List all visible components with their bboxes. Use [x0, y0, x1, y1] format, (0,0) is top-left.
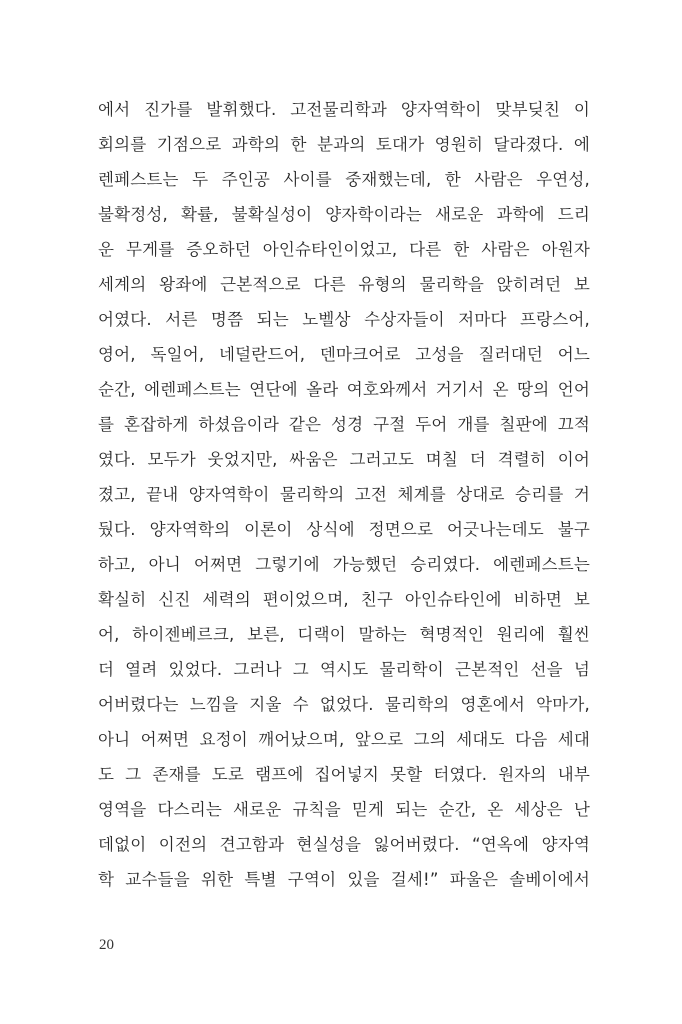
text-line: 아니 어쩌면 요정이 깨어났으며, 앞으로 그의 세대도 다음 세대 [98, 730, 590, 749]
text-line: 학 교수들을 위한 특별 구역이 있을 걸세!” 파울은 솔베이에서 [98, 870, 590, 889]
text-line: 를 혼잡하게 하셨음이라 같은 성경 구절 두어 개를 칠판에 끄적 [98, 415, 590, 434]
text-line: 렌페스트는 두 주인공 사이를 중재했는데, 한 사람은 우연성, [98, 170, 590, 189]
text-line: 회의를 기점으로 과학의 한 분과의 토대가 영원히 달라졌다. 에 [98, 135, 590, 154]
text-line: 불확정성, 확률, 불확실성이 양자학이라는 새로운 과학에 드리 [98, 205, 590, 224]
text-line: 에서 진가를 발휘했다. 고전물리학과 양자역학이 맞부딪친 이 [98, 100, 590, 119]
text-line: 어버렸다는 느낌을 지울 수 없었다. 물리학의 영혼에서 악마가, [98, 695, 590, 714]
text-line: 어였다. 서른 명쯤 되는 노벨상 수상자들이 저마다 프랑스어, [98, 310, 590, 329]
text-line: 더 열려 있었다. 그러나 그 역시도 물리학이 근본적인 선을 넘 [98, 660, 590, 679]
text-line: 졌고, 끝내 양자역학이 물리학의 고전 체계를 상대로 승리를 거 [98, 485, 590, 504]
body-text [98, 92, 590, 897]
text-line: 하고, 아니 어쩌면 그렇기에 가능했던 승리였다. 에렌페스트는 [98, 555, 590, 574]
text-line: 데없이 이전의 견고함과 현실성을 잃어버렸다. “연옥에 양자역 [98, 835, 590, 854]
text-line: 순간, 에렌페스트는 연단에 올라 여호와께서 거기서 온 땅의 언어 [98, 380, 590, 399]
text-line: 어, 하이젠베르크, 보른, 디랙이 말하는 혁명적인 원리에 훨씬 [98, 625, 590, 644]
text-line: 영어, 독일어, 네덜란드어, 덴마크어로 고성을 질러대던 어느 [98, 345, 590, 364]
text-line: 운 무게를 증오하던 아인슈타인이었고, 다른 한 사람은 아원자 [98, 240, 590, 259]
text-line: 도 그 존재를 도로 램프에 집어넣지 못할 터였다. 원자의 내부 [98, 765, 590, 784]
text-line: 세계의 왕좌에 근본적으로 다른 유형의 물리학을 앉히려던 보 [98, 275, 590, 294]
text-line: 였다. 모두가 웃었지만, 싸움은 그러고도 며칠 더 격렬히 이어 [98, 450, 590, 469]
text-line: 확실히 신진 세력의 편이었으며, 친구 아인슈타인에 비하면 보 [98, 590, 590, 609]
text-line: 영역을 다스리는 새로운 규칙을 믿게 되는 순간, 온 세상은 난 [98, 800, 590, 819]
text-line: 뒀다. 양자역학의 이론이 상식에 정면으로 어긋나는데도 불구 [98, 520, 590, 539]
page-number: 20 [99, 937, 114, 953]
